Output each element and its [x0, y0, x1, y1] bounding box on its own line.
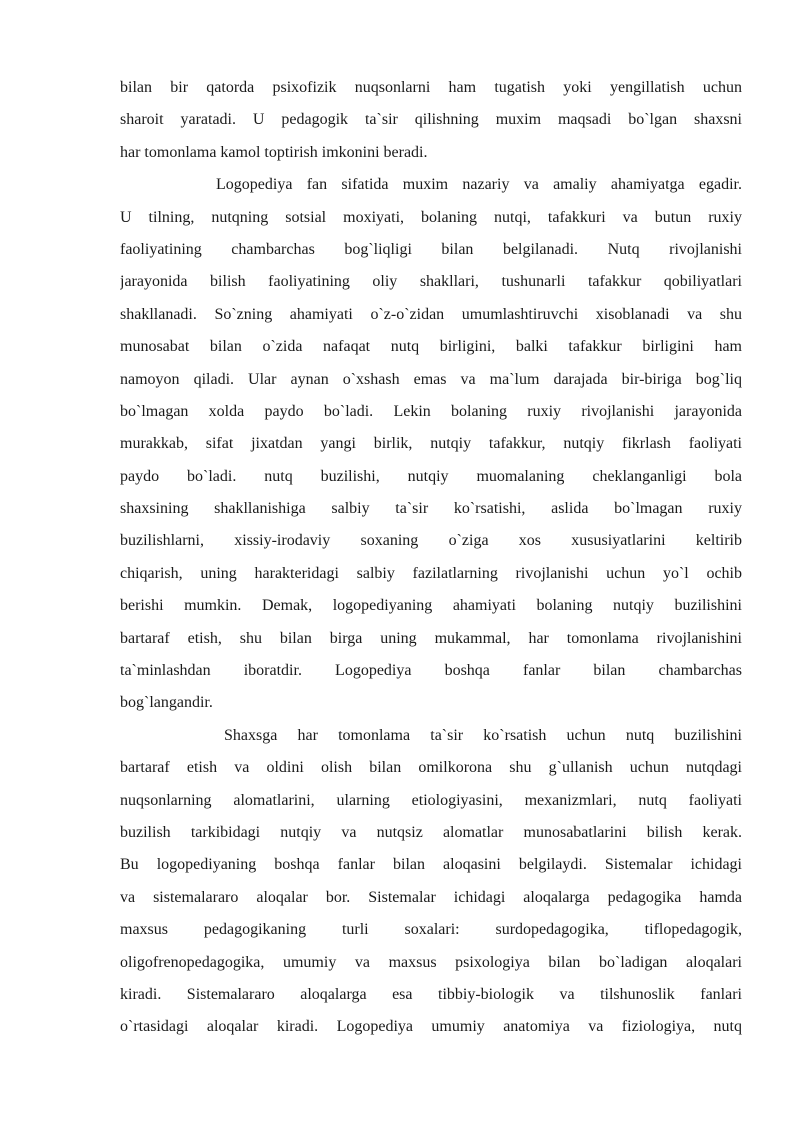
text-line: paydo bo`ladi. nutq buzilishi, nutqiy muomalaning cheklanganligi bola [120, 467, 742, 485]
text-line: bo`lmagan xolda paydo bo`ladi. Lekin bolaning ruxiy rivojlanishi jarayonida [120, 402, 742, 420]
document-page [120, 72, 742, 1044]
text-line: nuqsonlarning alomatlarini, ularning etiologiyasini, mexanizmlari, nutq faoliyati [120, 791, 742, 809]
text-line: bartaraf etish va oldini olish bilan omilkorona shu g`ullanish uchun nutqdagi [120, 759, 742, 777]
text-line: shaxsining shakllanishiga salbiy ta`sir ko`rsatishi, aslida bo`lmagan ruxiy [120, 500, 742, 518]
text-line: jarayonida bilish faoliyatining oliy shakllari, tushunarli tafakkur qobiliyatlari [120, 273, 742, 291]
text-line: faoliyatining chambarchas bog`liqligi bilan belgilanadi. Nutq rivojlanishi [120, 240, 742, 258]
text-line: kiradi. Sistemalararo aloqalarga esa tibbiy-biologik va tilshunoslik fanlari [120, 985, 742, 1003]
text-line: U tilning, nutqning sotsial moxiyati, bolaning nutqi, tafakkuri va butun ruxiy [120, 208, 742, 226]
text-line: har tomonlama kamol toptirish imkonini beradi. [120, 143, 428, 161]
text-line: va sistemalararo aloqalar bor. Sistemalar ichidagi aloqalarga pedagogika hamda [120, 888, 742, 906]
paragraph-3 [120, 720, 742, 1044]
text-line: berishi mumkin. Demak, logopediyaning ahamiyati bolaning nutqiy buzilishini [120, 597, 742, 615]
text-line: sharoit yaratadi. U pedagogik ta`sir qilishning muxim maqsadi bo`lgan shaxsni [120, 111, 742, 129]
text-line: oligofrenopedagogika, umumiy va maxsus psixologiya bilan bo`ladigan aloqalari [120, 953, 742, 971]
text-line: Shaxsga har tomonlama ta`sir ko`rsatish uchun nutq buzilishini [224, 726, 742, 744]
paragraph-1 [120, 72, 742, 169]
text-line: Bu logopediyaning boshqa fanlar bilan aloqasini belgilaydi. Sistemalar ichidagi [120, 856, 742, 874]
text-line: bog`langandir. [120, 694, 213, 712]
text-line: buzilishlarni, xissiy-irodaviy soxaning o`ziga xos xususiyatlarini keltirib [120, 532, 742, 550]
text-line: munosabat bilan o`zida nafaqat nutq birligini, balki tafakkur birligini ham [120, 338, 742, 356]
text-line: bilan bir qatorda psixofizik nuqsonlarni ham tugatish yoki yengillatish uchun [120, 79, 742, 96]
text-line: o`rtasidagi aloqalar kiradi. Logopediya umumiy anatomiya va fiziologiya, nutq [120, 1018, 742, 1036]
text-line: murakkab, sifat jixatdan yangi birlik, nutqiy tafakkur, nutqiy fikrlash faoliyati [120, 435, 742, 453]
text-line: buzilish tarkibidagi nutqiy va nutqsiz alomatlar munosabatlarini bilish kerak. [120, 823, 742, 841]
text-line: Logopediya fan sifatida muxim nazariy va amaliy ahamiyatga egadir. [216, 176, 742, 194]
text-line: bartaraf etish, shu bilan birga uning mukammal, har tomonlama rivojlanishini [120, 629, 742, 647]
paragraph-2 [120, 169, 742, 720]
text-line: ta`minlashdan iboratdir. Logopediya boshqa fanlar bilan chambarchas [120, 662, 742, 680]
text-line: shakllanadi. So`zning ahamiyati o`z-o`zidan umumlashtiruvchi xisoblanadi va shu [120, 305, 742, 323]
text-line: chiqarish, uning harakteridagi salbiy fazilatlarning rivojlanishi uchun yo`l ochib [120, 564, 742, 582]
text-line: namoyon qiladi. Ular aynan o`xshash emas va ma`lum darajada bir-biriga bog`liq [120, 370, 742, 388]
text-line: maxsus pedagogikaning turli soxalari: surdopedagogika, tiflopedagogik, [120, 921, 742, 939]
